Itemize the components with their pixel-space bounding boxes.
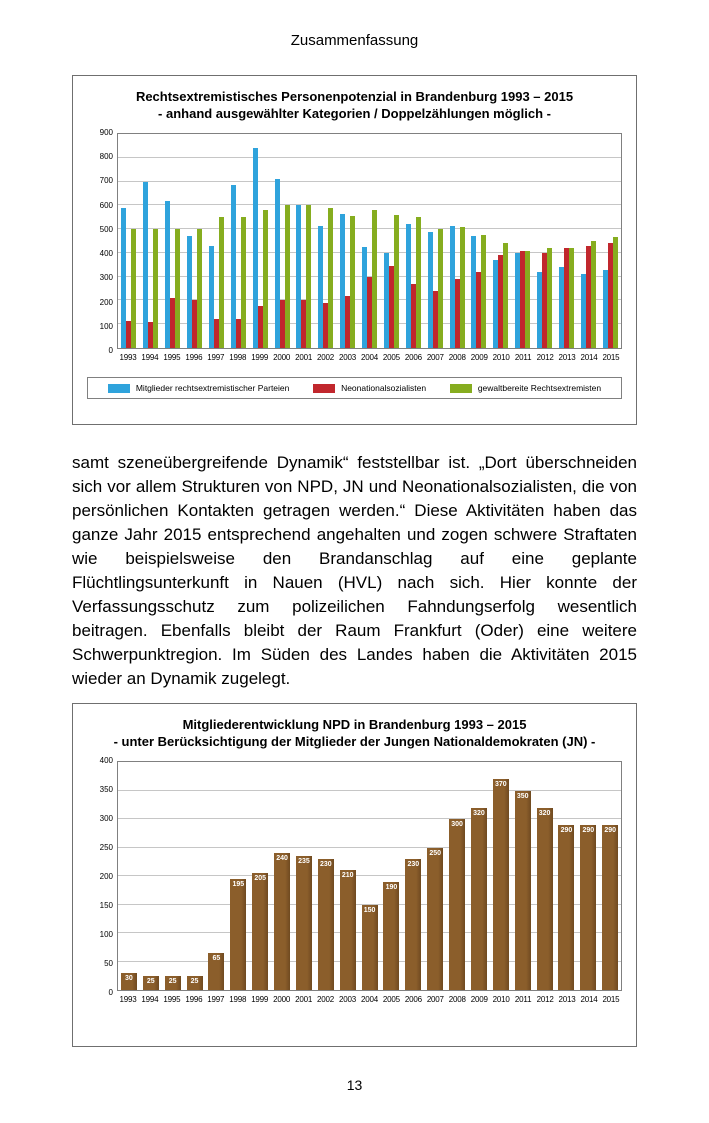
bar-column-2009 bbox=[468, 762, 490, 990]
legend-item bbox=[108, 383, 290, 393]
y-tick-label: 200 bbox=[99, 872, 113, 881]
chart2-subtitle: - unter Berücksichtigung der Mitglieder der Jungen Nationaldemokraten (JN) - bbox=[113, 734, 596, 749]
y-tick-label: 500 bbox=[99, 224, 113, 234]
x-tick-label: 2003 bbox=[339, 353, 356, 362]
bar-group-1995 bbox=[162, 134, 184, 348]
bar-2004 bbox=[372, 210, 377, 348]
bar-2005 bbox=[394, 215, 399, 348]
bar-1993 bbox=[131, 229, 136, 348]
bar-column-2006 bbox=[402, 762, 424, 990]
bar-2010 bbox=[493, 779, 509, 990]
x-tick-label: 1993 bbox=[119, 353, 137, 362]
x-tick-label: 2006 bbox=[404, 353, 422, 362]
bar-value-label: 150 bbox=[363, 906, 376, 914]
y-tick-label: 400 bbox=[99, 756, 113, 765]
bar-value-label: 290 bbox=[604, 826, 617, 834]
x-tick-label: 1996 bbox=[185, 995, 203, 1004]
chart2-plot-wrap bbox=[117, 761, 622, 1005]
bar-column-1997 bbox=[206, 762, 228, 990]
chart2-x-axis bbox=[117, 994, 622, 1005]
bar-1999 bbox=[263, 210, 268, 348]
page-header: Zusammenfassung bbox=[290, 32, 419, 49]
bar-2015 bbox=[602, 825, 618, 990]
bar-value-label: 350 bbox=[516, 792, 529, 800]
bar-1994 bbox=[143, 976, 159, 990]
bar-1998 bbox=[230, 879, 246, 990]
bar-column-1998 bbox=[227, 762, 249, 990]
bar-value-label: 210 bbox=[341, 872, 354, 880]
bar-2003 bbox=[340, 870, 356, 990]
bar-1993 bbox=[121, 973, 137, 990]
bar-column-2003 bbox=[337, 762, 359, 990]
bar-group-2014 bbox=[577, 134, 599, 348]
bar-1996 bbox=[187, 976, 203, 990]
bar-1994 bbox=[153, 229, 158, 348]
y-tick-label: 0 bbox=[108, 988, 113, 997]
bar-1995 bbox=[175, 229, 180, 348]
legend-swatch bbox=[108, 384, 130, 393]
x-tick-label: 2005 bbox=[382, 353, 400, 362]
x-tick-label: 1993 bbox=[119, 995, 137, 1004]
y-tick-label: 250 bbox=[99, 843, 113, 852]
x-tick-label: 2011 bbox=[514, 995, 532, 1004]
x-tick-label: 2010 bbox=[492, 995, 510, 1004]
x-tick-label: 1999 bbox=[251, 353, 269, 362]
legend-item bbox=[450, 383, 601, 393]
bar-2014 bbox=[580, 825, 596, 990]
bar-2002 bbox=[328, 208, 333, 348]
x-tick-label: 1997 bbox=[207, 995, 225, 1004]
bar-group-2010 bbox=[490, 134, 512, 348]
y-tick-label: 100 bbox=[99, 930, 113, 939]
bar-value-label: 240 bbox=[276, 855, 288, 863]
bar-column-2000 bbox=[271, 762, 293, 990]
y-tick-label: 150 bbox=[99, 901, 113, 910]
x-tick-label: 2013 bbox=[558, 995, 576, 1004]
bar-1997 bbox=[208, 953, 224, 990]
y-tick-label: 600 bbox=[99, 200, 113, 210]
bar-1995 bbox=[165, 976, 181, 990]
bar-2003 bbox=[350, 216, 355, 348]
chart1-bars bbox=[118, 134, 621, 348]
chart1-subtitle: - anhand ausgewählter Kategorien / Doppelzählungen möglich - bbox=[158, 106, 551, 121]
bar-column-1995 bbox=[162, 762, 184, 990]
chart2-plot-area bbox=[117, 761, 622, 991]
bar-value-label: 290 bbox=[582, 826, 595, 834]
bar-2007 bbox=[427, 848, 443, 991]
bar-column-1996 bbox=[184, 762, 206, 990]
bar-2000 bbox=[274, 853, 290, 990]
bar-value-label: 320 bbox=[538, 809, 551, 817]
x-tick-label: 1998 bbox=[229, 353, 247, 362]
x-tick-label: 2001 bbox=[295, 353, 313, 362]
bar-2002 bbox=[318, 859, 334, 990]
bar-2006 bbox=[405, 859, 421, 990]
legend-label: Mitglieder rechtsextremistischer Parteien bbox=[135, 383, 290, 393]
y-tick-label: 350 bbox=[99, 785, 113, 794]
x-tick-label: 2009 bbox=[470, 995, 488, 1004]
x-tick-label: 1997 bbox=[207, 353, 225, 362]
x-tick-label: 2014 bbox=[580, 353, 598, 362]
x-tick-label: 2008 bbox=[448, 995, 466, 1004]
bar-1997 bbox=[219, 217, 224, 348]
bar-column-2008 bbox=[446, 762, 468, 990]
x-tick-label: 2009 bbox=[470, 353, 488, 362]
bar-value-label: 25 bbox=[190, 977, 199, 985]
bar-group-2001 bbox=[293, 134, 315, 348]
chart2-plot-region bbox=[87, 756, 622, 1005]
x-tick-label: 1995 bbox=[163, 353, 181, 362]
bar-value-label: 370 bbox=[494, 781, 507, 789]
bar-2011 bbox=[515, 791, 531, 991]
bar-group-2012 bbox=[534, 134, 556, 348]
bar-2013 bbox=[569, 248, 574, 348]
bar-value-label: 25 bbox=[146, 977, 155, 985]
bar-group-1996 bbox=[184, 134, 206, 348]
y-tick-label: 100 bbox=[99, 321, 113, 331]
bar-value-label: 190 bbox=[385, 883, 398, 891]
bar-2006 bbox=[416, 217, 421, 348]
bar-2010 bbox=[503, 243, 508, 348]
x-tick-label: 2005 bbox=[382, 995, 400, 1004]
bar-2013 bbox=[558, 825, 574, 990]
x-tick-label: 2015 bbox=[602, 353, 620, 362]
x-tick-label: 1994 bbox=[141, 353, 159, 362]
bar-column-2012 bbox=[534, 762, 556, 990]
x-tick-label: 2004 bbox=[360, 353, 378, 362]
chart-npd-mitglieder bbox=[72, 703, 637, 1047]
legend-swatch bbox=[450, 384, 472, 393]
bar-2008 bbox=[449, 819, 465, 990]
bar-column-2002 bbox=[315, 762, 337, 990]
y-tick-label: 700 bbox=[99, 176, 113, 186]
bar-value-label: 320 bbox=[473, 809, 485, 817]
x-tick-label: 2000 bbox=[273, 353, 291, 362]
bar-2001 bbox=[296, 856, 312, 990]
bar-2004 bbox=[362, 905, 378, 991]
bar-group-2005 bbox=[381, 134, 403, 348]
legend-item bbox=[313, 383, 426, 393]
x-tick-label: 1996 bbox=[185, 353, 203, 362]
bar-group-2004 bbox=[359, 134, 381, 348]
bar-2012 bbox=[547, 248, 552, 348]
bar-column-2007 bbox=[424, 762, 446, 990]
bar-2012 bbox=[537, 808, 553, 990]
bar-2015 bbox=[613, 237, 618, 348]
x-tick-label: 1994 bbox=[141, 995, 159, 1004]
y-tick-label: 50 bbox=[104, 959, 113, 968]
bar-2005 bbox=[383, 882, 399, 990]
bar-value-label: 30 bbox=[125, 974, 133, 982]
x-tick-label: 2003 bbox=[339, 995, 356, 1004]
bar-column-2013 bbox=[556, 762, 578, 990]
bar-2009 bbox=[471, 808, 487, 990]
bar-1999 bbox=[252, 873, 268, 990]
bar-value-label: 235 bbox=[298, 858, 310, 866]
x-tick-label: 2004 bbox=[360, 995, 378, 1004]
x-tick-label: 2007 bbox=[426, 353, 444, 362]
bar-2008 bbox=[460, 227, 465, 348]
chart2-bars bbox=[118, 762, 621, 990]
body-paragraph: samt szeneübergreifende Dynamik“ feststellbar ist. „Dort überschneiden sich vor allem Strukturen von NPD, JN und Neonationalsozialisten, die von persönlichen Kontakten getragen werden.“ Diese Aktivitäten haben das ganze Jahr 2015 entsprechend angehalten und zogen schwere Straftaten wie beispielsweise den Brandanschlag auf eine geplante Flüchtlingsunterkunft in Nauen (HVL) nach sich. Hier konnte der Verfassungsschutz zum polizeilichen Fahndungserfolg wesentlich beitragen. Ebenfalls bleibt der Raum Frankfurt (Oder) eine weitere Schwerpunktregion. Im Süden des Landes haben die Aktivitäten 2015 wieder an Dynamik zugelegt. bbox=[72, 453, 637, 688]
bar-group-2007 bbox=[424, 134, 446, 348]
bar-column-2001 bbox=[293, 762, 315, 990]
bar-value-label: 65 bbox=[212, 954, 221, 962]
x-tick-label: 2006 bbox=[404, 995, 422, 1004]
bar-2007 bbox=[438, 229, 443, 348]
bar-group-2000 bbox=[271, 134, 293, 348]
bar-2011 bbox=[525, 251, 530, 348]
y-tick-label: 0 bbox=[108, 346, 113, 355]
legend-label: gewaltbereite Rechtsextremisten bbox=[477, 383, 602, 393]
y-tick-label: 200 bbox=[99, 297, 113, 307]
bar-group-1994 bbox=[140, 134, 162, 348]
chart1-x-axis bbox=[117, 352, 622, 363]
page-number: 13 bbox=[346, 1077, 363, 1093]
x-tick-label: 1998 bbox=[229, 995, 247, 1004]
chart1-plot-region bbox=[87, 128, 622, 363]
legend-swatch bbox=[313, 384, 335, 393]
chart1-title: Rechtsextremistisches Personenpotenzial in Brandenburg 1993 – 2015 bbox=[135, 89, 574, 104]
y-tick-label: 300 bbox=[99, 273, 113, 283]
x-tick-label: 2001 bbox=[295, 995, 313, 1004]
y-tick-label: 900 bbox=[99, 128, 113, 137]
bar-group-2015 bbox=[599, 134, 621, 348]
bar-group-2006 bbox=[402, 134, 424, 348]
legend-label: Neonationalsozialisten bbox=[341, 383, 427, 393]
y-tick-label: 400 bbox=[99, 249, 113, 259]
x-tick-label: 2011 bbox=[514, 353, 532, 362]
bar-group-2008 bbox=[446, 134, 468, 348]
chart1-plot-area bbox=[117, 133, 622, 349]
x-tick-label: 2002 bbox=[317, 353, 335, 362]
y-tick-label: 800 bbox=[99, 152, 113, 162]
bar-2014 bbox=[591, 241, 596, 348]
chart2-y-axis bbox=[87, 756, 117, 997]
bar-2009 bbox=[481, 235, 486, 348]
bar-group-2013 bbox=[556, 134, 578, 348]
bar-1998 bbox=[241, 217, 246, 348]
bar-column-1994 bbox=[140, 762, 162, 990]
bar-value-label: 195 bbox=[232, 880, 245, 888]
chart-personenpotenzial bbox=[72, 75, 637, 425]
bar-group-2002 bbox=[315, 134, 337, 348]
x-tick-label: 1995 bbox=[163, 995, 181, 1004]
chart2-title: Mitgliederentwicklung NPD in Brandenburg 1993 – 2015 bbox=[182, 717, 527, 732]
bar-column-2014 bbox=[577, 762, 599, 990]
x-tick-label: 2007 bbox=[426, 995, 444, 1004]
bar-column-2005 bbox=[381, 762, 403, 990]
bar-value-label: 290 bbox=[560, 826, 573, 834]
bar-value-label: 25 bbox=[168, 977, 177, 985]
bar-column-2010 bbox=[490, 762, 512, 990]
bar-column-2011 bbox=[512, 762, 534, 990]
bar-column-2004 bbox=[359, 762, 381, 990]
bar-group-1999 bbox=[249, 134, 271, 348]
bar-column-1993 bbox=[118, 762, 140, 990]
bar-value-label: 230 bbox=[319, 860, 332, 868]
bar-group-1993 bbox=[118, 134, 140, 348]
bar-value-label: 250 bbox=[429, 849, 442, 857]
bar-group-1998 bbox=[227, 134, 249, 348]
bar-2001 bbox=[306, 205, 311, 348]
x-tick-label: 1999 bbox=[251, 995, 269, 1004]
x-tick-label: 2014 bbox=[580, 995, 598, 1004]
x-tick-label: 2010 bbox=[492, 353, 510, 362]
x-tick-label: 2008 bbox=[448, 353, 466, 362]
x-tick-label: 2012 bbox=[536, 995, 554, 1004]
bar-group-2009 bbox=[468, 134, 490, 348]
bar-group-2003 bbox=[337, 134, 359, 348]
bar-group-1997 bbox=[206, 134, 228, 348]
x-tick-label: 2000 bbox=[273, 995, 291, 1004]
chart1-plot-wrap bbox=[117, 133, 622, 363]
bar-value-label: 205 bbox=[254, 875, 267, 883]
x-tick-label: 2012 bbox=[536, 353, 554, 362]
bar-1996 bbox=[197, 229, 202, 348]
chart1-legend bbox=[87, 377, 622, 399]
bar-2000 bbox=[285, 205, 290, 348]
y-tick-label: 300 bbox=[99, 814, 113, 823]
x-tick-label: 2002 bbox=[317, 995, 335, 1004]
bar-group-2011 bbox=[512, 134, 534, 348]
x-tick-label: 2013 bbox=[558, 353, 576, 362]
bar-value-label: 300 bbox=[451, 821, 463, 828]
bar-value-label: 230 bbox=[407, 860, 420, 868]
x-tick-label: 2015 bbox=[602, 995, 620, 1004]
chart1-y-axis bbox=[87, 128, 117, 355]
bar-column-2015 bbox=[599, 762, 621, 990]
bar-column-1999 bbox=[249, 762, 271, 990]
